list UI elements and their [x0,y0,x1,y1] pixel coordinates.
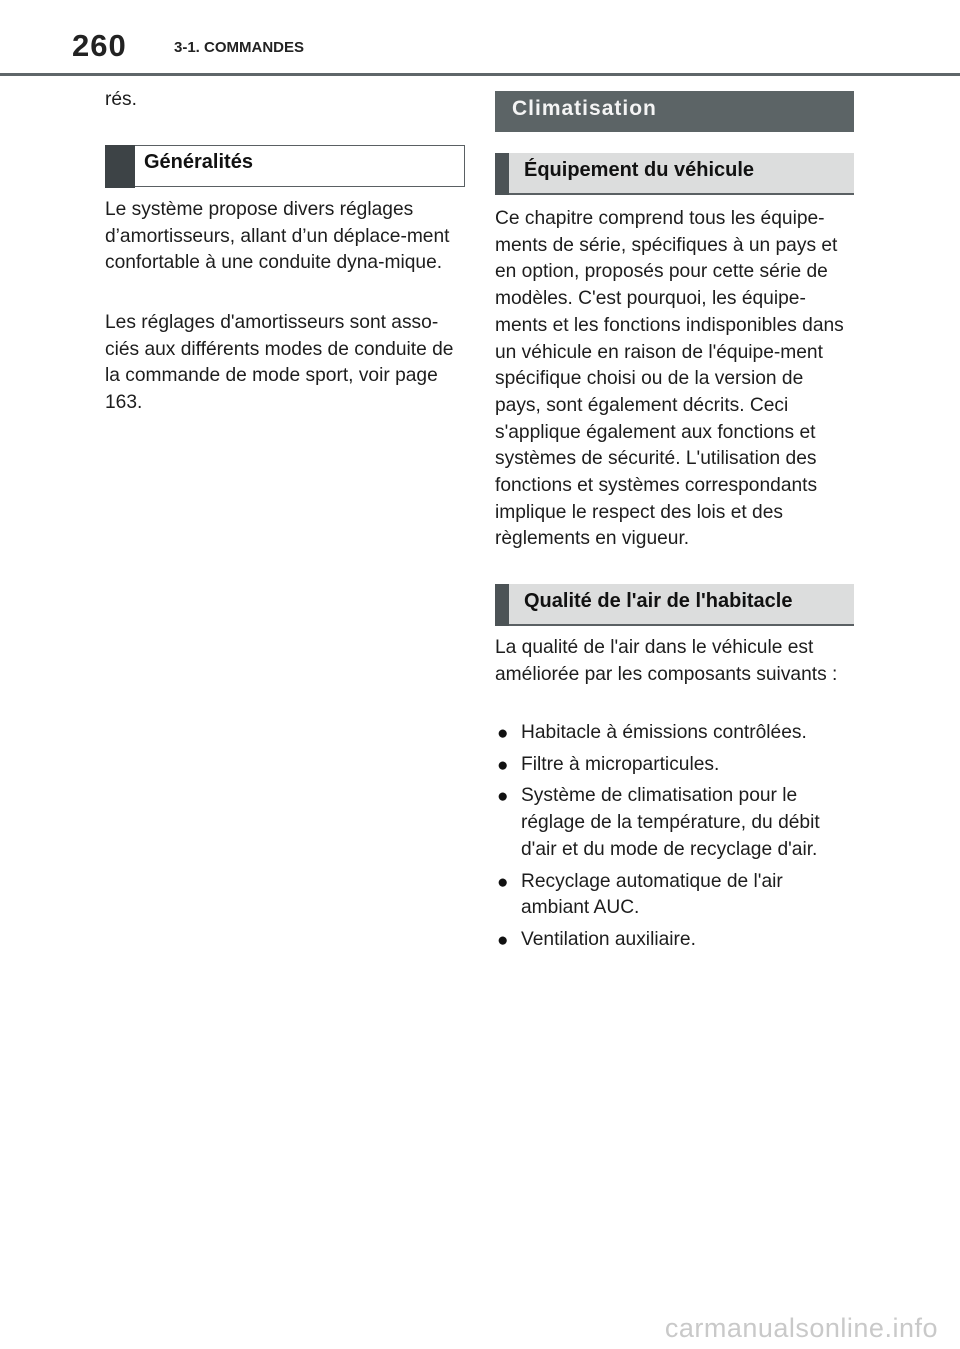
section-header-title: Généralités [144,151,253,173]
bullet-icon: ● [497,754,509,776]
section-header-bar [105,145,135,188]
left-paragraph-2: Les réglages d'amortisseurs sont asso-ciés aux différents modes de conduite de la commande de mode sport, voir page 163. [105,312,454,414]
subsection-title: Qualité de l'air de l'habitacle [524,590,793,612]
bullet-icon: ● [497,723,509,744]
list-item: ● Système de climatisation pour le réglage de la température, du débit d'air et du mode de recyclage d'air. [497,785,820,860]
bullet-icon: ● [497,786,509,808]
subsection-header-bar [495,584,509,626]
list-item: ● Ventilation auxiliaire. [495,927,845,954]
air-quality-list [495,720,845,954]
subsection-header-qualite-air [495,584,854,626]
left-paragraph-1: Le système propose divers réglages d’amortisseurs, allant d’un déplace-ment confortable à une conduite dyna-mique. [105,199,450,274]
header-divider [0,73,960,76]
subsection-header-bar [495,153,509,195]
list-item: ● Habitacle à émissions contrôlées. [495,720,845,747]
main-section-header [495,91,854,132]
subsection-header-equipement [495,153,854,195]
continuation-text: rés. [105,89,137,110]
site-watermark: carmanualsonline.info [664,1313,938,1343]
chapter-title: 3-1. COMMANDES [174,39,305,56]
right-paragraph-2: La qualité de l'air dans le véhicule est améliorée par les composants suivants : [495,637,838,685]
bullet-icon: ● [497,871,509,893]
right-paragraph-1: Ce chapitre comprend tous les équipe-ments de série, spécifiques à un pays et en option, proposés pour cette série de modèles. C'est pourquoi, les équipe-ments et les fonctions indisponibles dans un véhicule en raison de l'équipe-ment spécifique choisi ou de la version de pays, sont également décrits. Ceci s'applique également aux fonctions et systèmes de sécurité. L'utilisation des fonctions et systèmes correspondants implique le respect des lois et des règlements en vigueur. [495,208,844,550]
page-number: 260 [72,28,127,63]
section-header-generalites [105,145,465,187]
subsection-title: Équipement du véhicule [524,159,755,181]
list-item: ● Filtre à microparticules. [495,752,845,779]
list-item: ● Recyclage automatique de l'air ambiant AUC. [497,870,783,919]
main-section-title: Climatisation [512,97,657,120]
bullet-icon: ● [497,929,509,951]
